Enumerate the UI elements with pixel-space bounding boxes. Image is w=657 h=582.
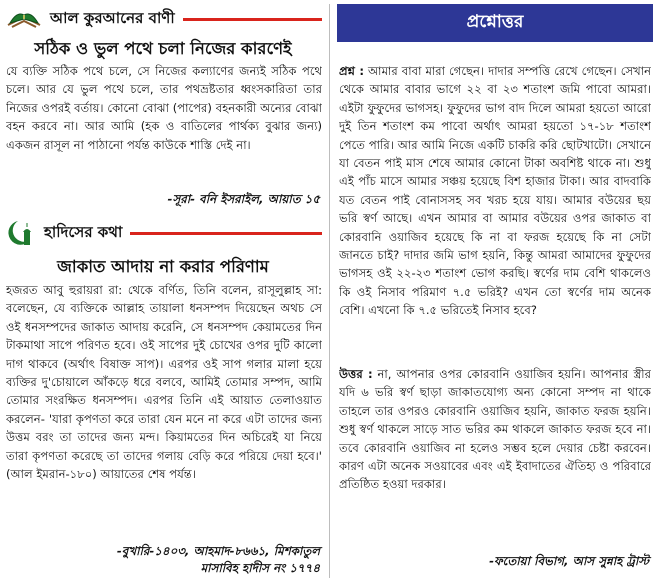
quran-header-label: আল কুরআনের বাণী: [50, 8, 175, 27]
right-column: [337, 0, 653, 582]
quran-header-rule: [183, 18, 322, 21]
hadith-header-rule: [130, 232, 322, 235]
hadith-body: হজরত আবু হুরায়রা রা: থেকে বর্ণিত, তিনি বলেন, রাসূলুল্লাহ সা: বলেছেন, যে ব্যক্তিকে আল্লাহ তায়ালা ধনসম্পদ দিয়েছেন অথচ সে ওই ধনসম্পদের জাকাত আদায় করেনি, সে ধনসম্পদ কেয়ামতের দিন টাকমাথা সাপে পরিণত হবে। ওই সাপের দুই চোখের ওপর দুটি কালো দাগ থাকবে (অর্থাৎ বিষাক্ত সাপ)। এরপর ওই সাপ গলার মালা হয়ে ব্যক্তির দু'চোয়ালে আঁকড়ে ধরে বলবে, আমিই তোমার সম্পদ, আমি তোমার সংরক্ষিত ধনসম্পদ। এরপর তিনি এই আয়াত তেলাওয়াত করলেন- 'যারা কৃপণতা করে তারা যেন মনে না করে এটা তাদের জন্য উত্তম বরং তা তাদের জন্য মন্দ। কিয়ামতের দিন অচিরেই যা নিয়ে তারা কৃপণতা করেছে তা তাদের গলায় বেড়ি করে পরিয়ে দেয়া হবে।' (আল ইমরান-১৮০) আয়াতের শেষ পর্যন্ত।: [6, 283, 322, 482]
quran-book-icon: [4, 7, 44, 31]
quran-body: যে ব্যক্তি সঠিক পথে চলে, সে নিজের কল্যাণের জন্যই সঠিক পথে চলে। আর যে ভুল পথে চলে, তার পথভ্রষ্টতার ধ্বংসকারিতা তার নিজের ওপরই বর্তায়। কোনো বোঝা (পাপের) বহনকারী অন্যের বোঝা বহন করবে না। আর আমি (হক ও বাতিলের পার্থক্য বুঝার জন্য) একজন রাসূল না পাঠানো পর্যন্ত কাউকে শাস্তি দেই না।: [6, 64, 322, 152]
quran-reference: -সূরা- বনি ইসরাইল, আয়াত ১৫: [167, 192, 320, 206]
hadith-reference-line-1: -বুখারি-১৪০৩, আহমাদ-৮৬৬১, মিশকাতুল: [116, 544, 320, 558]
qa-header-label: প্রশ্নোত্তর: [466, 12, 524, 32]
quran-section-header: [4, 6, 322, 32]
hadith-reference-line-2: মাসাবিহ হাদীস নং ১৭৭৪: [200, 561, 320, 575]
hadith-reference: [4, 543, 320, 577]
column-divider: [329, 4, 330, 578]
hadith-section-header: [4, 218, 322, 248]
crescent-mosque-icon: [4, 218, 38, 248]
hadith-title: জাকাত আদায় না করার পরিণাম: [57, 257, 269, 276]
question-label: প্রশ্ন :: [339, 64, 364, 78]
question-text: আমার বাবা মারা গেছেন। দাদার সম্পত্তি রেখে গেছেন। সেখান থেকে আমার বাবার ভাগে ২২ বা ২৩ শতাংশ জমি পাবো আমরা। এইটা ফুফুদের ভাগসহ। ফুফুদের ভাগ বাদ দিলে আমরা হয়তো আরো দুই তিন শতাংশ কম পাবো অর্থাৎ আমরা হয়তো ১৭-১৮ শতাংশ পেতে পারি। আর আমি নিজে একটি চাকরি করি ছোটখাটো। সেখানে যা বেতন পাই মাস শেষে আমার কোনো টাকা অবশিষ্ট থাকে না। শুধু এই পাঁচ মাসে আমার সঞ্চয় হয়েছে বিশ হাজার টাকা। আর বাদবাকি যত বেতন পাই বোনাসসহ সব খরচ হয়ে যায়। আমার বউয়ের ছয় ভরি স্বর্ণ আছে। এখন আমার বা আমার বউয়ের ওপর জাকাত বা কোরবানি ওয়াজিব হয়েছে কি না বা ফরজ হয়েছে কি না সেটা জানতে চাই? দাদার জমি ভাগ হয়নি, কিন্তু আমরা আমাদের ফুফুদের ভাগসহ ওই ২২-২৩ শতাংশ ভোগ করছি। স্বর্ণের দাম বেশি থাকলেও কি ওই নিসাব পরিমাণ ৭.৫ ভরিই? এখন তো স্বর্ণের দাম অনেক বেশি। এখনো কি ৭.৫ ভরিতেই নিসাব হবে?: [339, 64, 651, 318]
qa-reference: -ফতোয়া বিভাগ, আস সুন্নাহ ট্রাস্ট: [489, 554, 649, 568]
answer-label: উত্তর :: [339, 367, 373, 381]
qa-header-band: [337, 4, 653, 42]
qa-question: [339, 62, 651, 362]
answer-text: না, আপনার ওপর কোরবানি ওয়াজিব হয়নি। আপনার স্ত্রীর যদি ৬ ভরি স্বর্ণ ছাড়া জাকাতযোগ্য অন্য কোনো সম্পদ না থাকে তাহলে তার ওপরও কোরবানি ওয়াজিব হয়নি, জাকাত ফরজ হয়নি। শুধু স্বর্ণ থাকলে সাড়ে সাত ভরির কম থাকলে জাকাত ফরজ হবে না। তবে কোরবানি ওয়াজিব না হলেও সম্ভব হলে দেয়ার চেষ্টা করবেন। কারণ এটা অনেক সওয়াবের এবং এই ইবাদাতের ঐতিহ্য ও পরিবারে প্রতিষ্ঠিত হওয়া দরকার।: [339, 367, 651, 492]
left-column: [0, 0, 326, 582]
qa-answer: [339, 365, 651, 539]
quran-title: সঠিক ও ভুল পথে চলা নিজের কারণেই: [34, 39, 292, 58]
hadith-header-label: হাদিসের কথা: [44, 222, 123, 241]
